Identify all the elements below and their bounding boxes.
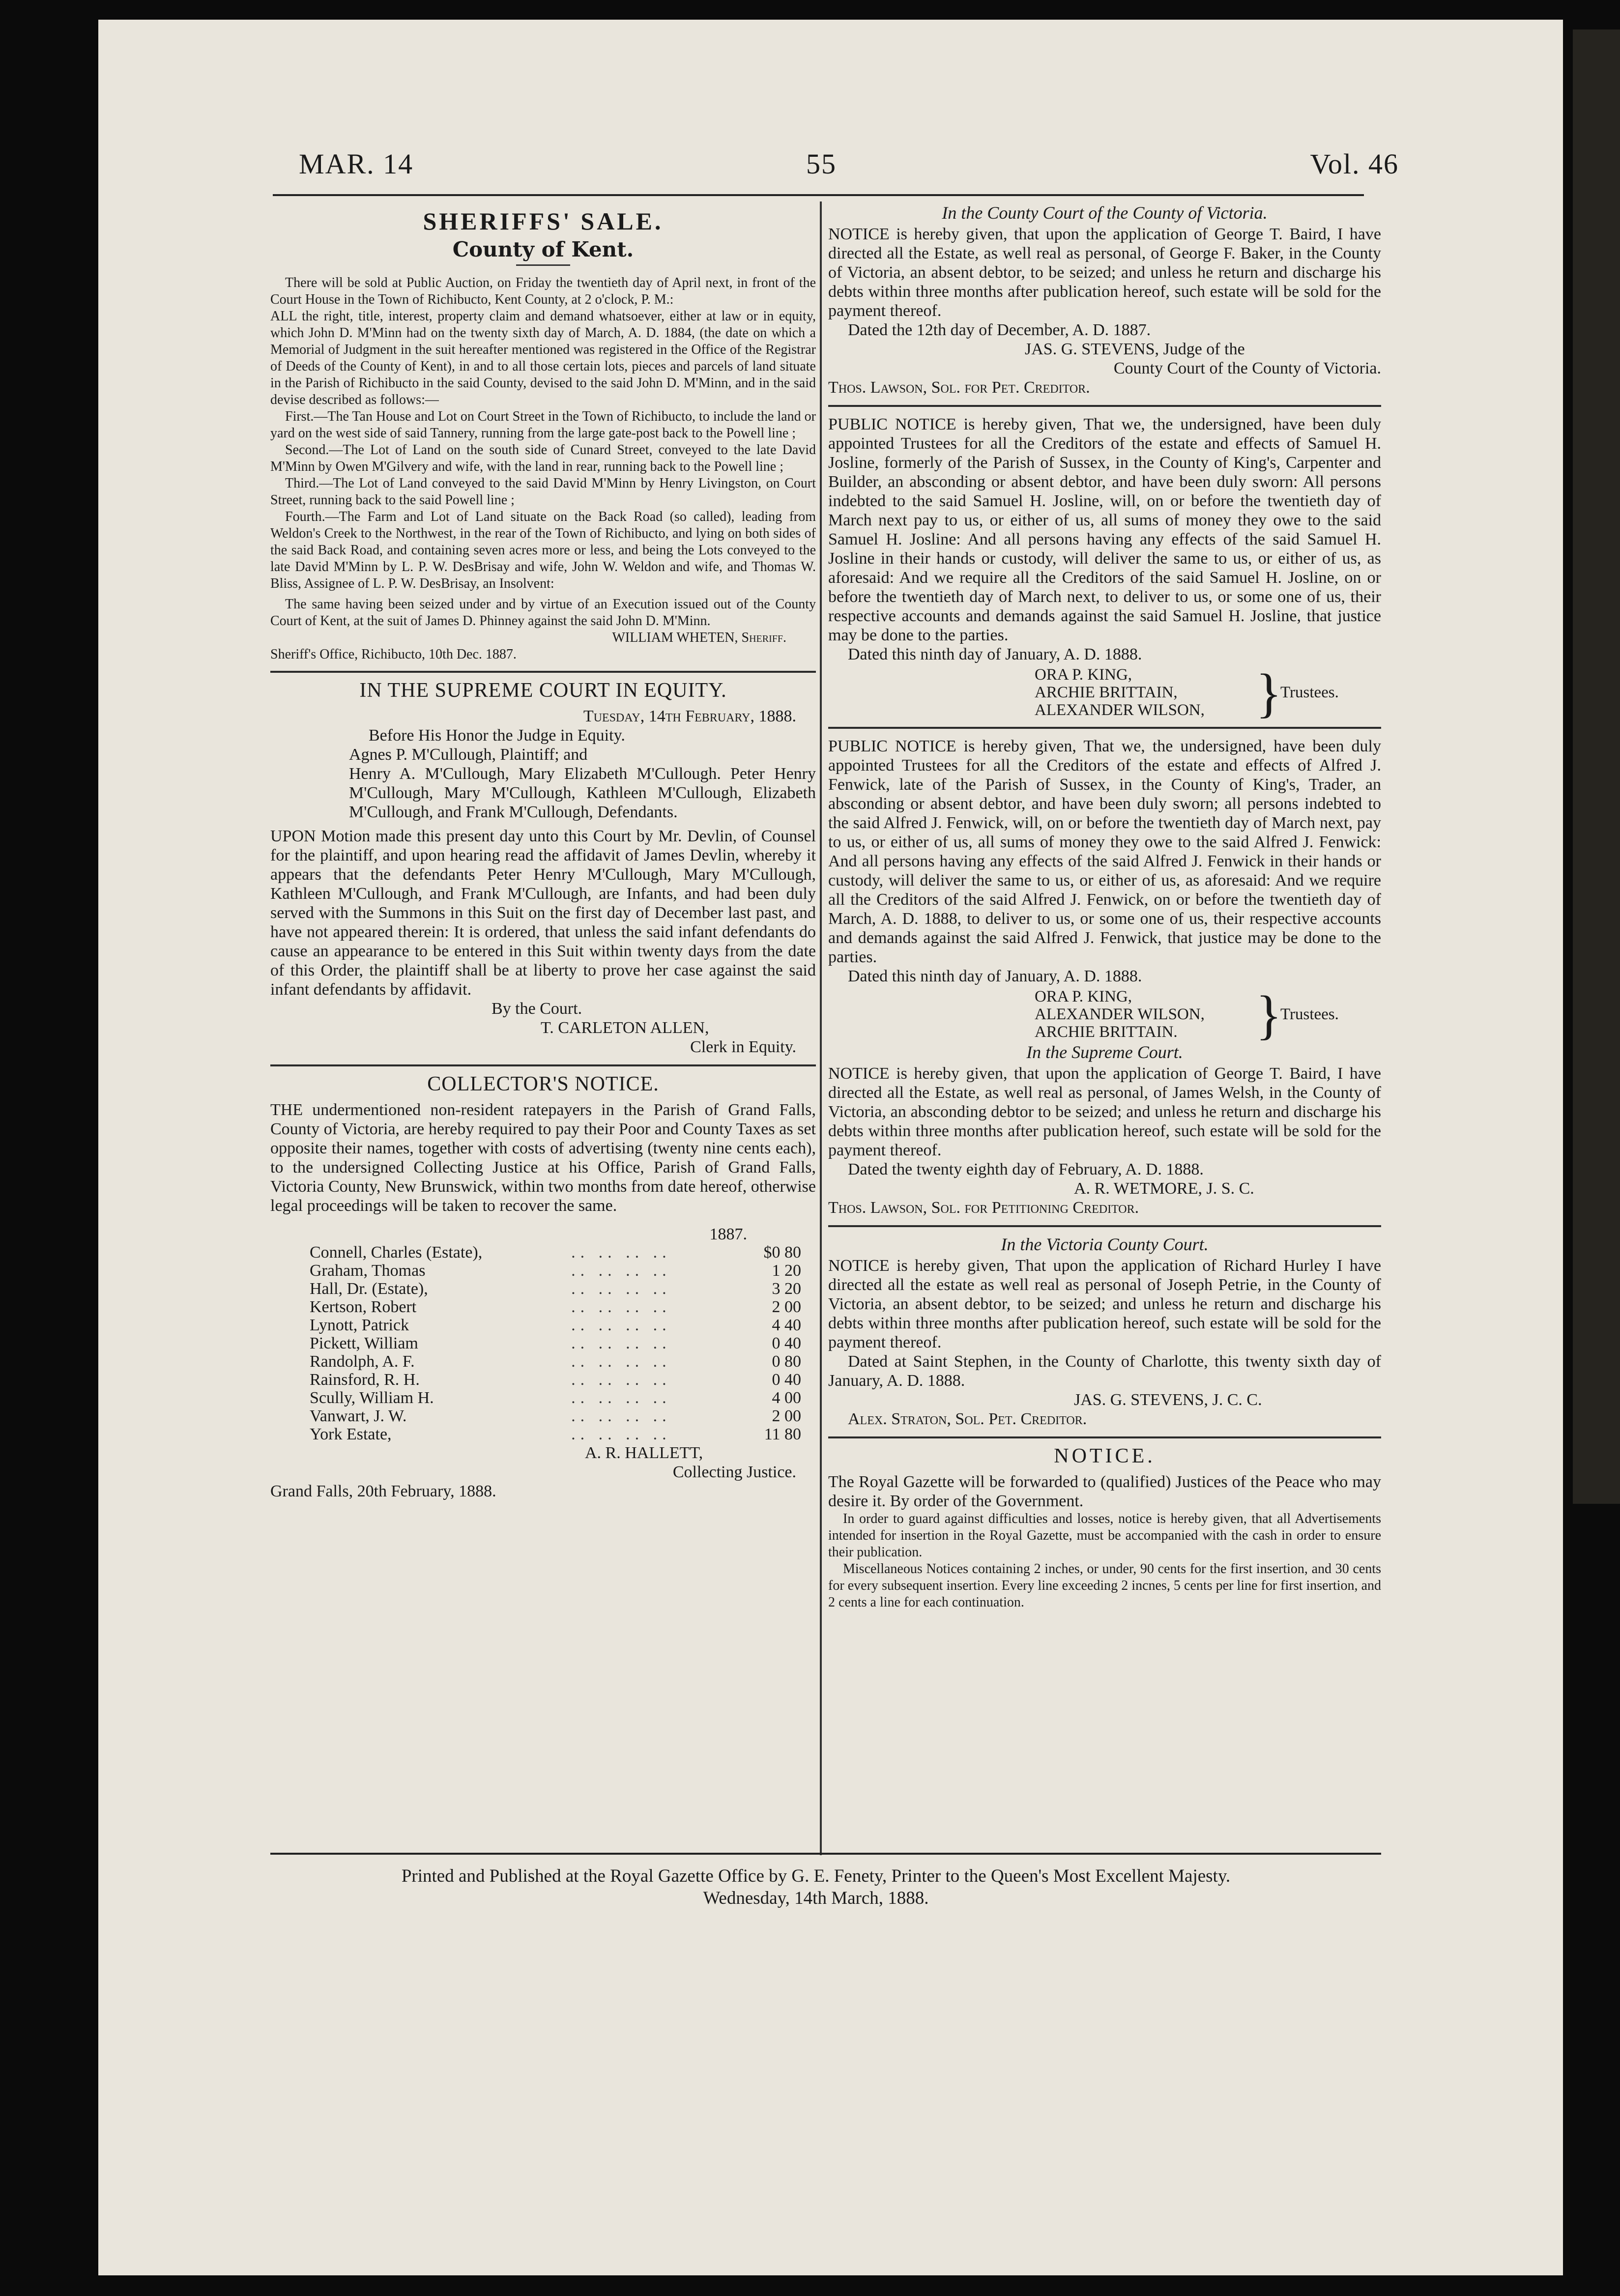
tax-amount: 4 00 (772, 1389, 801, 1407)
tax-amount: 0 40 (772, 1334, 801, 1352)
volume-number: Vol. 46 (1310, 148, 1399, 180)
tax-row (310, 1425, 855, 1443)
supreme-heading: In the Supreme Court. (1026, 1042, 1183, 1062)
victoria2-sol: Alex. Straton, Sol. Pet. Creditor. (848, 1410, 1087, 1428)
ratepayer-name: Connell, Charles (Estate), (310, 1243, 483, 1262)
tax-amount: $0 80 (763, 1243, 801, 1262)
leader-dots: .. .. .. .. (571, 1316, 671, 1334)
supreme-signer: A. R. WETMORE, J. S. C. (1074, 1179, 1254, 1198)
tax-amount: 2 00 (772, 1298, 801, 1316)
leader-dots: .. .. .. .. (571, 1262, 671, 1280)
notice-p2: In order to guard against difficulties and losses, notice is hereby given, that all Advertisements intended for insertion in the Royal Gazette, must be accompanied with the cash in order to ensure their publication. (828, 1511, 1381, 1560)
trustee-name: ALEXANDER WILSON, (1035, 701, 1205, 719)
ratepayer-name: Graham, Thomas (310, 1262, 426, 1280)
leader-dots: .. .. .. .. (571, 1407, 671, 1425)
fenwick-body: PUBLIC NOTICE is hereby given, That we, the undersigned, have been duly appointed Trustees for all the Creditors of the estate and effects of Alfred J. Fenwick, late of the Parish of Sussex, in the County of King's, Trader, an absconding or absent debtor, and have been duly sworn; all persons indebted to the said Alfred J. Fenwick, will, on or before the twentieth day of March next, pay to us, or either of us, all sums of money they owe to the said Alfred J. Fenwick: And all persons having any effects of the said Alfred J. Fenwick in their hands or custody, will deliver the same to us, or either of us, as aforesaid: And we require all the Creditors of the said Alfred J. Fenwick, on or before the twentieth day of March, A. D. 1888, to deliver to us, or some one of us, their respective accounts and demands against the said Alfred J. Fenwick, that justice may be done to the parties. (828, 737, 1381, 966)
equity-text (270, 707, 816, 1057)
equity-by: By the Court. (492, 1000, 582, 1018)
ratepayer-name: Randolph, A. F. (310, 1352, 415, 1371)
victoria2-section (828, 1235, 1381, 1429)
tax-amount: 1 20 (772, 1262, 801, 1280)
supreme-dated: Dated the twenty eighth day of February, A. D. 1888. (848, 1160, 1204, 1178)
leader-dots: .. .. .. .. (571, 1334, 671, 1352)
tax-row (310, 1352, 855, 1371)
sheriffs-sale-section (270, 207, 816, 663)
column-divider (820, 201, 822, 1855)
collector-body: THE undermentioned non-resident ratepayers in the Parish of Grand Falls, County of Victoria, are hereby required to pay their Poor and County Taxes as set opposite their names, together with costs of advertising (twenty nine cents each), to the undersigned Collecting Justice at his Office, Parish of Grand Falls, Victoria County, New Brunswick, within two months from date hereof, otherwise legal proceedings will be taken to recover the same. (270, 1101, 816, 1215)
leader-dots: .. .. .. .. (571, 1298, 671, 1316)
ratepayer-name: York Estate, (310, 1425, 392, 1443)
notice-title: NOTICE. (1054, 1445, 1156, 1467)
right-column (828, 201, 1381, 1611)
brace-glyph: } (1256, 985, 1282, 1045)
trustee-name: ORA P. KING, (1035, 666, 1132, 684)
section-rule (270, 671, 816, 673)
tax-amount: 0 80 (772, 1352, 801, 1371)
collector-text (270, 1100, 816, 1215)
fenwick-section (828, 737, 1381, 1045)
sheriff-intro: There will be sold at Public Auction, on Friday the twentieth day of April next, in front of the Court House in the Town of Richibucto, Kent County, at 2 o'clock, P. M.: (270, 275, 816, 307)
leader-dots: .. .. .. .. (571, 1352, 671, 1371)
ratepayer-name: Vanwart, J. W. (310, 1407, 407, 1425)
victoria1-dated: Dated the 12th day of December, A. D. 1887. (848, 321, 1151, 339)
ratepayer-name: Lynott, Patrick (310, 1316, 409, 1334)
fenwick-trustees (828, 985, 1381, 1045)
ratepayer-name: Kertson, Robert (310, 1298, 417, 1316)
ratepayer-name: Hall, Dr. (Estate), (310, 1280, 428, 1298)
book-spine (1573, 29, 1620, 1504)
equity-body: UPON Motion made this present day unto this Court by Mr. Devlin, of Counsel for the plaintiff, and upon hearing read the affidavit of James Devlin, whereby it appears that the defendants Peter Henry M'Cullough, Mary M'Cullough, Kathleen M'Cullough, and Frank M'Cullough, are Infants, and had been duly served with the Summons in this Suit on the first day of December last past, and have not appeared therein: It is ordered, that unless the said infant defendants do cause an appearance to be entered in this Suit within twenty days from the date of this Order, the plaintiff shall be at liberty to prove her case against the said infant defendants by affidavit. (270, 827, 816, 999)
trustee-name: ARCHIE BRITTAIN, (1035, 684, 1178, 701)
tax-row (310, 1262, 855, 1280)
running-header (172, 147, 1399, 192)
sheriff-signer: WILLIAM WHETEN, Sheriff. (612, 630, 786, 645)
section-rule (828, 727, 1381, 729)
sheriff-fourth: Fourth.—The Farm and Lot of Land situate on the Back Road (so called), leading from Weldon's Creek to the Northwest, in the rear of the Town of Richibucto, and lying on both sides of the said Back Road, and containing seven acres more or less, and being the Lots conveyed to the late David M'Minn by L. P. W. DesBrisay and wife, John W. Weldon and wife, and Thomas W. Bliss, Assignee of L. P. W. DesBrisay, an Insolvent: (270, 509, 816, 591)
victoria2-heading: In the Victoria County Court. (1001, 1234, 1209, 1254)
leader-dots: .. .. .. .. (571, 1371, 671, 1389)
collector-section (270, 1075, 816, 1501)
collector-place: Grand Falls, 20th February, 1888. (270, 1482, 496, 1500)
supreme-sol: Thos. Lawson, Sol. for Petitioning Creditor. (828, 1199, 1139, 1217)
sheriff-text (270, 275, 816, 663)
tax-amount: 2 00 (772, 1407, 801, 1425)
tax-row (310, 1371, 855, 1389)
collector-sign (270, 1443, 816, 1501)
collector-year: 1887. (709, 1225, 747, 1243)
ratepayer-name: Pickett, William (310, 1334, 418, 1352)
section-rule (828, 1225, 1381, 1227)
equity-signer: T. CARLETON ALLEN, (541, 1019, 709, 1037)
tax-amount: 0 40 (772, 1371, 801, 1389)
page-number: 55 (806, 148, 837, 180)
victoria1-sol: Thos. Lawson, Sol. for Pet. Creditor. (828, 378, 1090, 397)
sheriff-seized: The same having been seized under and by virtue of an Execution issued out of the County Court of Kent, at the suit of James D. Phinney against the said John D. M'Minn. (270, 597, 816, 629)
victoria1-heading: In the County Court of the County of Victoria. (942, 203, 1268, 223)
trustees-label: Trustees. (1280, 1005, 1339, 1023)
footer-rule (270, 1853, 1381, 1855)
equity-date: Tuesday, 14th February, 1888. (583, 707, 796, 725)
notice-p1: The Royal Gazette will be forwarded to (qualified) Justices of the Peace who may desire it. By order of the Government. (828, 1473, 1381, 1510)
victoria2-body: NOTICE is hereby given, That upon the application of Richard Hurley I have directed all the estate as well real as personal of Joseph Petrie, in the County of Victoria, an absent debtor, to be seized; and unless he return and discharge his debts within three months after publication hereof, such estate will be sold for the payment thereof. (828, 1257, 1381, 1351)
sheriff-first: First.—The Tan House and Lot on Court Street in the Town of Richibucto, to include the land or yard on the west side of said Tannery, running from the large gate-post back to the Powell line ; (270, 409, 816, 441)
trustee-name: ALEXANDER WILSON, (1035, 1005, 1205, 1023)
josline-trustees (828, 663, 1381, 723)
header-date: MAR. 14 (299, 148, 414, 180)
short-rule (516, 264, 570, 266)
tax-amount: 11 80 (764, 1425, 801, 1443)
supreme-body: NOTICE is hereby given, that upon the application of George T. Baird, I have directed all the Estate, as well real as personal, of James Welsh, in the County of Victoria, an absconding debtor to be seized; and unless he return and discharge his debts within three months after publication hereof, such estate will be sold for the payment thereof. (828, 1064, 1381, 1159)
equity-title: IN THE SUPREME COURT IN EQUITY. (359, 679, 727, 702)
header-rule (273, 194, 1364, 196)
left-column (270, 201, 816, 1501)
victoria1-signer: JAS. G. STEVENS, Judge of the (1025, 340, 1245, 358)
tax-row (310, 1298, 855, 1316)
section-rule (828, 405, 1381, 407)
victoria1-body: NOTICE is hereby given, that upon the application of George T. Baird, I have directed all the Estate, as well real as personal, of George F. Baker, in the County of Victoria, an absent debtor, to be seized; and unless he return and discharge his debts within three months after publication hereof, such estate will be sold for the payment thereof. (828, 225, 1381, 320)
fenwick-dated: Dated this ninth day of January, A. D. 1888. (848, 967, 1142, 985)
notice-p3: Miscellaneous Notices containing 2 inches, or under, 90 cents for the first insertion, and 30 cents for every subsequent insertion. Every line exceeding 2 incnes, 5 cents per line for first insertion, and 2 cents a line for each continuation. (828, 1561, 1381, 1610)
collector-table (310, 1243, 855, 1443)
victoria2-dated: Dated at Saint Stephen, in the County of Charlotte, this twenty sixth day of January, A. D. 1888. (828, 1352, 1381, 1390)
tax-row (310, 1389, 855, 1407)
brace-glyph: } (1256, 663, 1282, 723)
josline-section (828, 415, 1381, 723)
tax-amount: 4 40 (772, 1316, 801, 1334)
imprint (246, 1865, 1386, 1909)
equity-before: Before His Honor the Judge in Equity. (369, 726, 625, 745)
victoria1-section (828, 203, 1381, 397)
collector-title: COLLECTOR'S NOTICE. (427, 1073, 659, 1095)
section-rule (828, 1436, 1381, 1438)
leader-dots: .. .. .. .. (571, 1280, 671, 1298)
leader-dots: .. .. .. .. (571, 1389, 671, 1407)
notice-section (828, 1447, 1381, 1611)
equity-defendants: Henry A. M'Cullough, Mary Elizabeth M'Cullough. Peter Henry M'Cullough, Mary M'Cullough, Kathleen M'Cullough, Elizabeth M'Cullough, and Frank M'Cullough, Defendants. (349, 765, 816, 821)
county-heading: County of Kent. (452, 237, 634, 261)
section-rule (270, 1064, 816, 1066)
equity-plaintiff: Agnes P. M'Cullough, Plaintiff; and (349, 746, 588, 764)
supreme-section (828, 1043, 1381, 1217)
sheriff-p1: ALL the right, title, interest, property claim and demand whatsoever, either at law or in equity, which John D. M'Minn had on the twenty sixth day of March, A. D. 1884, (the date on which a Memorial of Judgment in the suit hereafter mentioned was registered in the Office of the Registrar of Deeds of the County of Kent), in and to all those certain lots, pieces and parcels of land situate in the Parish of Richibucto in the said County, devised to the said John D. M'Minn, and in the said devise described as follows:— (270, 309, 816, 407)
tax-row (310, 1280, 855, 1298)
trustees-label: Trustees. (1280, 684, 1339, 701)
sheriff-third: Third.—The Lot of Land conveyed to the said David M'Minn by Henry Livingston, on Court Street, running back to the said Powell line ; (270, 476, 816, 508)
ratepayer-name: Rainsford, R. H. (310, 1371, 420, 1389)
sheriffs-sale-title: SHERIFFS' SALE. (423, 207, 664, 235)
victoria2-signer: JAS. G. STEVENS, J. C. C. (1074, 1391, 1262, 1409)
trustee-name: ORA P. KING, (1035, 988, 1132, 1005)
trustee-name: ARCHIE BRITTAIN. (1035, 1023, 1178, 1041)
collector-signer: A. R. HALLETT, (585, 1444, 703, 1462)
collector-role: Collecting Justice. (672, 1463, 796, 1481)
victoria1-signer2: County Court of the County of Victoria. (1113, 359, 1381, 377)
equity-role: Clerk in Equity. (690, 1038, 796, 1056)
josline-dated: Dated this ninth day of January, A. D. 1888. (848, 645, 1142, 663)
leader-dots: .. .. .. .. (571, 1243, 671, 1262)
notice-small (828, 1511, 1381, 1611)
tax-row (310, 1334, 855, 1352)
imprint-line: Printed and Published at the Royal Gazette Office by G. E. Fenety, Printer to the Queen's Most Excellent Majesty. (401, 1866, 1231, 1886)
sheriff-second: Second.—The Lot of Land on the south side of Cunard Street, conveyed to the late David M'Minn by Owen M'Gilvery and wife, with the land in rear, running back to the Powell line ; (270, 442, 816, 474)
equity-section (270, 679, 816, 1057)
tax-amount: 3 20 (772, 1280, 801, 1298)
sheriff-office: Sheriff's Office, Richibucto, 10th Dec. 1887. (270, 647, 517, 662)
tax-row (310, 1407, 855, 1425)
tax-row (310, 1243, 855, 1262)
imprint-date: Wednesday, 14th March, 1888. (703, 1888, 929, 1908)
ratepayer-name: Scully, William H. (310, 1389, 434, 1407)
josline-body: PUBLIC NOTICE is hereby given, That we, the undersigned, have been duly appointed Trustees for all the Creditors of the estate and effects of Samuel H. Josline, formerly of the Parish of Sussex, in the County of King's, Carpenter and Builder, an absconding or absent debtor, and have been duly sworn: All persons indebted to the said Samuel H. Josline, will, on or before the twentieth day of March next pay to us, or either of us, all sums of money they owe to the said Samuel H. Josline: And all persons having any effects of the said Samuel H. Josline in their hands or custody, will deliver the same to us, or either of us, as aforesaid: And we require all the Creditors of the said Samuel H. Josline, on or before the twentieth day of March next, to deliver to us, or some one of us, their respective accounts and demands against the said Samuel H. Josline, that justice may be done to the parties. (828, 415, 1381, 644)
tax-row (310, 1316, 855, 1334)
leader-dots: .. .. .. .. (571, 1425, 671, 1443)
